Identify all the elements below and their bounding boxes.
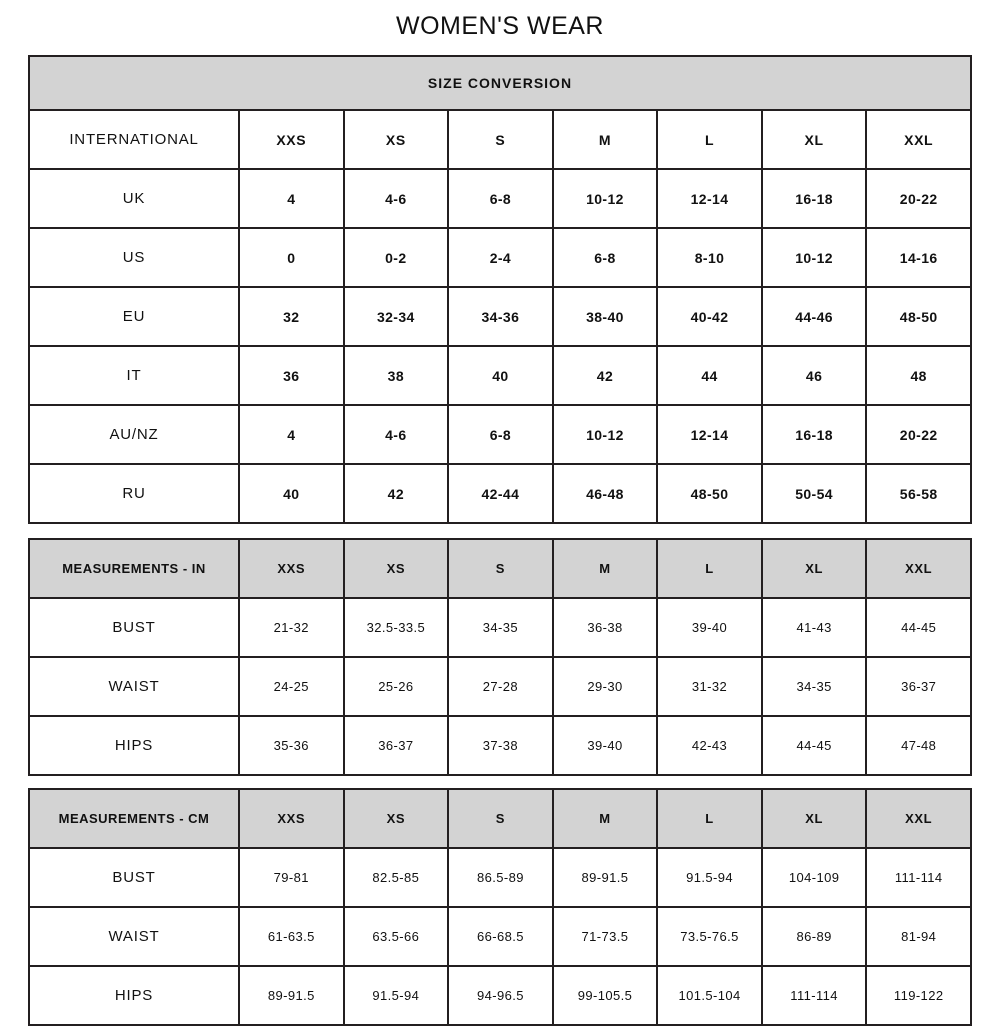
cell: 34-36: [448, 287, 553, 346]
cell: 0: [239, 228, 344, 287]
cell: 101.5-104: [657, 966, 762, 1025]
cell: 25-26: [344, 657, 449, 716]
cell: 39-40: [553, 716, 658, 775]
cell: 31-32: [657, 657, 762, 716]
cell: 36-37: [344, 716, 449, 775]
cell: 63.5-66: [344, 907, 449, 966]
cell: 61-63.5: [239, 907, 344, 966]
cell: 66-68.5: [448, 907, 553, 966]
table-row: [29, 598, 971, 657]
row-label-waist: WAIST: [29, 657, 239, 716]
row-label-aunz: AU/NZ: [29, 405, 239, 464]
table-banner-row: [29, 56, 971, 110]
cell: 82.5-85: [344, 848, 449, 907]
header-xl: XL: [762, 789, 867, 848]
cell: 24-25: [239, 657, 344, 716]
table-row: [29, 346, 971, 405]
cell: 6-8: [553, 228, 658, 287]
cell: 12-14: [657, 405, 762, 464]
cell: 37-38: [448, 716, 553, 775]
cell: 34-35: [448, 598, 553, 657]
header-xxs: XXS: [239, 110, 344, 169]
cell: 86.5-89: [448, 848, 553, 907]
cell: 40: [448, 346, 553, 405]
header-measurements-cm: MEASUREMENTS - CM: [29, 789, 239, 848]
cell: 111-114: [762, 966, 867, 1025]
header-m: M: [553, 789, 658, 848]
cell: 44: [657, 346, 762, 405]
cell: 4: [239, 169, 344, 228]
table-row: [29, 716, 971, 775]
row-label-it: IT: [29, 346, 239, 405]
cell: 46-48: [553, 464, 658, 523]
cell: 0-2: [344, 228, 449, 287]
cell: 42: [344, 464, 449, 523]
cell: 40: [239, 464, 344, 523]
cell: 39-40: [657, 598, 762, 657]
measurements-cm-table: [28, 788, 972, 1026]
table-row: [29, 464, 971, 523]
row-label-waist: WAIST: [29, 907, 239, 966]
header-xs: XS: [344, 539, 449, 598]
cell: 73.5-76.5: [657, 907, 762, 966]
cell: 2-4: [448, 228, 553, 287]
cell: 10-12: [762, 228, 867, 287]
cell: 50-54: [762, 464, 867, 523]
header-s: S: [448, 789, 553, 848]
cell: 79-81: [239, 848, 344, 907]
header-m: M: [553, 539, 658, 598]
cell: 42-43: [657, 716, 762, 775]
header-xs: XS: [344, 789, 449, 848]
cell: 36-38: [553, 598, 658, 657]
table-row: [29, 907, 971, 966]
header-xxs: XXS: [239, 539, 344, 598]
cell: 89-91.5: [239, 966, 344, 1025]
table-row: [29, 169, 971, 228]
row-label-uk: UK: [29, 169, 239, 228]
cell: 94-96.5: [448, 966, 553, 1025]
header-l: L: [657, 789, 762, 848]
cell: 44-45: [762, 716, 867, 775]
cell: 20-22: [866, 405, 971, 464]
table-header-row: [29, 539, 971, 598]
cell: 14-16: [866, 228, 971, 287]
cell: 6-8: [448, 405, 553, 464]
header-l: L: [657, 110, 762, 169]
measurements-inches-table: [28, 538, 972, 776]
row-label-ru: RU: [29, 464, 239, 523]
header-s: S: [448, 110, 553, 169]
header-m: M: [553, 110, 658, 169]
cell: 41-43: [762, 598, 867, 657]
cell: 29-30: [553, 657, 658, 716]
table-header-row: [29, 789, 971, 848]
table-row: [29, 287, 971, 346]
cell: 38: [344, 346, 449, 405]
header-xxl: XXL: [866, 789, 971, 848]
header-xl: XL: [762, 539, 867, 598]
cell: 4-6: [344, 169, 449, 228]
header-s: S: [448, 539, 553, 598]
cell: 42: [553, 346, 658, 405]
cell: 81-94: [866, 907, 971, 966]
table-row: [29, 228, 971, 287]
cell: 48-50: [657, 464, 762, 523]
page-title: WOMEN'S WEAR: [396, 12, 604, 40]
cell: 35-36: [239, 716, 344, 775]
row-label-bust: BUST: [29, 598, 239, 657]
cell: 56-58: [866, 464, 971, 523]
table-row: [29, 848, 971, 907]
cell: 48-50: [866, 287, 971, 346]
header-international: INTERNATIONAL: [29, 110, 239, 169]
row-label-eu: EU: [29, 287, 239, 346]
cell: 8-10: [657, 228, 762, 287]
header-l: L: [657, 539, 762, 598]
cell: 44-45: [866, 598, 971, 657]
table-row: [29, 966, 971, 1025]
table-row: [29, 657, 971, 716]
cell: 32.5-33.5: [344, 598, 449, 657]
cell: 32: [239, 287, 344, 346]
header-measurements-in: MEASUREMENTS - IN: [29, 539, 239, 598]
cell: 32-34: [344, 287, 449, 346]
cell: 16-18: [762, 405, 867, 464]
cell: 47-48: [866, 716, 971, 775]
header-xs: XS: [344, 110, 449, 169]
cell: 34-35: [762, 657, 867, 716]
table-row: [29, 405, 971, 464]
cell: 27-28: [448, 657, 553, 716]
header-xxl: XXL: [866, 110, 971, 169]
header-xxl: XXL: [866, 539, 971, 598]
cell: 4: [239, 405, 344, 464]
cell: 91.5-94: [344, 966, 449, 1025]
cell: 111-114: [866, 848, 971, 907]
cell: 4-6: [344, 405, 449, 464]
header-xxs: XXS: [239, 789, 344, 848]
cell: 16-18: [762, 169, 867, 228]
cell: 44-46: [762, 287, 867, 346]
cell: 38-40: [553, 287, 658, 346]
size-conversion-banner: SIZE CONVERSION: [29, 56, 971, 110]
cell: 10-12: [553, 405, 658, 464]
cell: 42-44: [448, 464, 553, 523]
cell: 99-105.5: [553, 966, 658, 1025]
row-label-hips: HIPS: [29, 966, 239, 1025]
cell: 36: [239, 346, 344, 405]
row-label-bust: BUST: [29, 848, 239, 907]
header-xl: XL: [762, 110, 867, 169]
cell: 86-89: [762, 907, 867, 966]
cell: 20-22: [866, 169, 971, 228]
cell: 46: [762, 346, 867, 405]
cell: 89-91.5: [553, 848, 658, 907]
table-header-row: [29, 110, 971, 169]
row-label-us: US: [29, 228, 239, 287]
cell: 12-14: [657, 169, 762, 228]
cell: 36-37: [866, 657, 971, 716]
cell: 40-42: [657, 287, 762, 346]
cell: 6-8: [448, 169, 553, 228]
cell: 119-122: [866, 966, 971, 1025]
cell: 104-109: [762, 848, 867, 907]
cell: 91.5-94: [657, 848, 762, 907]
cell: 21-32: [239, 598, 344, 657]
cell: 48: [866, 346, 971, 405]
row-label-hips: HIPS: [29, 716, 239, 775]
size-conversion-table: [28, 55, 972, 524]
cell: 10-12: [553, 169, 658, 228]
cell: 71-73.5: [553, 907, 658, 966]
